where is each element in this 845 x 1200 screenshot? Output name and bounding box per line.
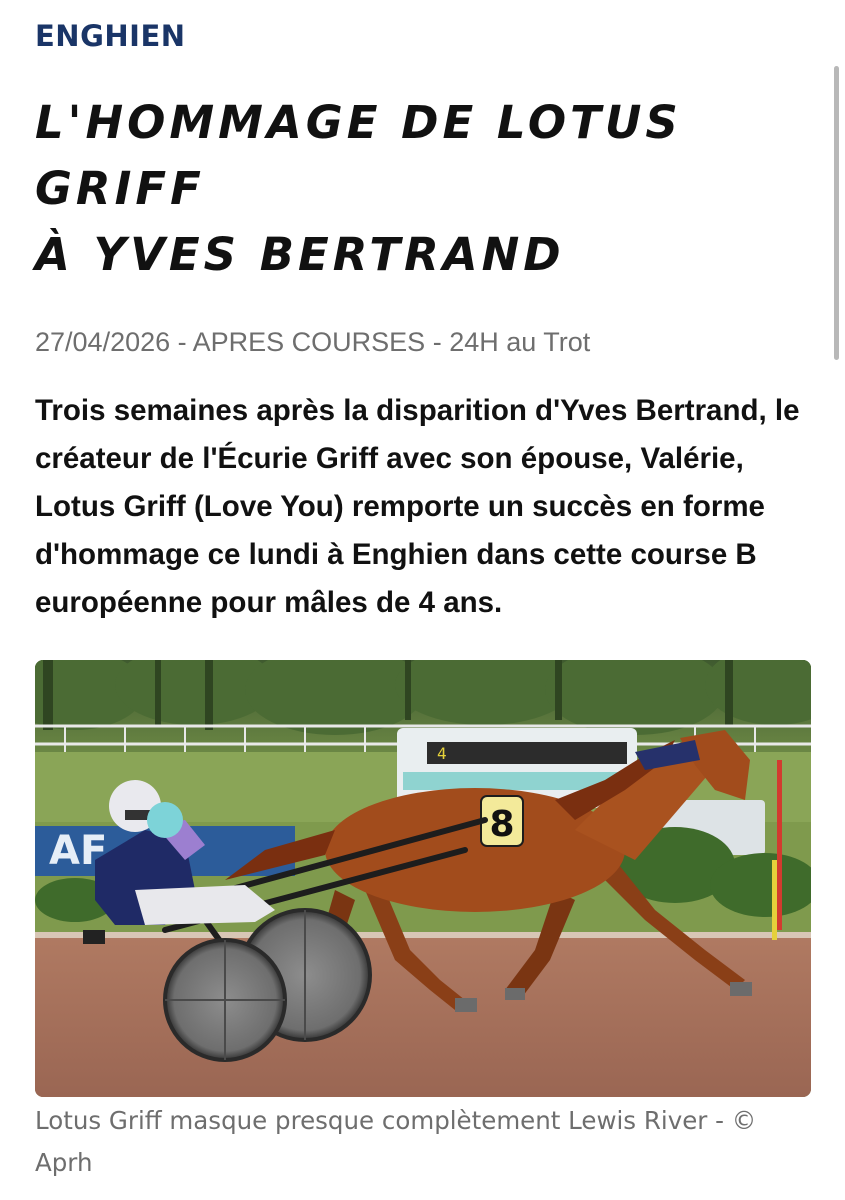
scrollbar[interactable] [834, 66, 839, 360]
harness-race-photo [35, 660, 811, 1097]
article-meta: 27/04/2026 - APRES COURSES - 24H au Trot [35, 327, 591, 357]
article-title [35, 90, 811, 288]
title-line-2: À YVES BERTRAND [35, 228, 565, 281]
article [35, 0, 811, 657]
photo-caption: Lotus Griff masque presque complètement Lewis River - © Aprh [35, 1106, 757, 1177]
article-photo[interactable] [35, 660, 811, 1097]
board-digit: 4 [437, 744, 447, 763]
title-line-1: L'HOMMAGE DE LOTUS GRIFF [35, 96, 682, 215]
banner-text: AF [49, 828, 108, 874]
category-link[interactable]: ENGHIEN [35, 19, 186, 53]
article-lead: Trois semaines après la disparition d'Yves Bertrand, le créateur de l'Écurie Griff avec son épouse, Valérie, Lotus Griff (Love You) remporte un succès en forme d'hommage ce lundi à Enghien dans cette course B européenne pour mâles de 4 ans. [35, 394, 800, 619]
saddle-number-text: 8 [489, 804, 515, 845]
